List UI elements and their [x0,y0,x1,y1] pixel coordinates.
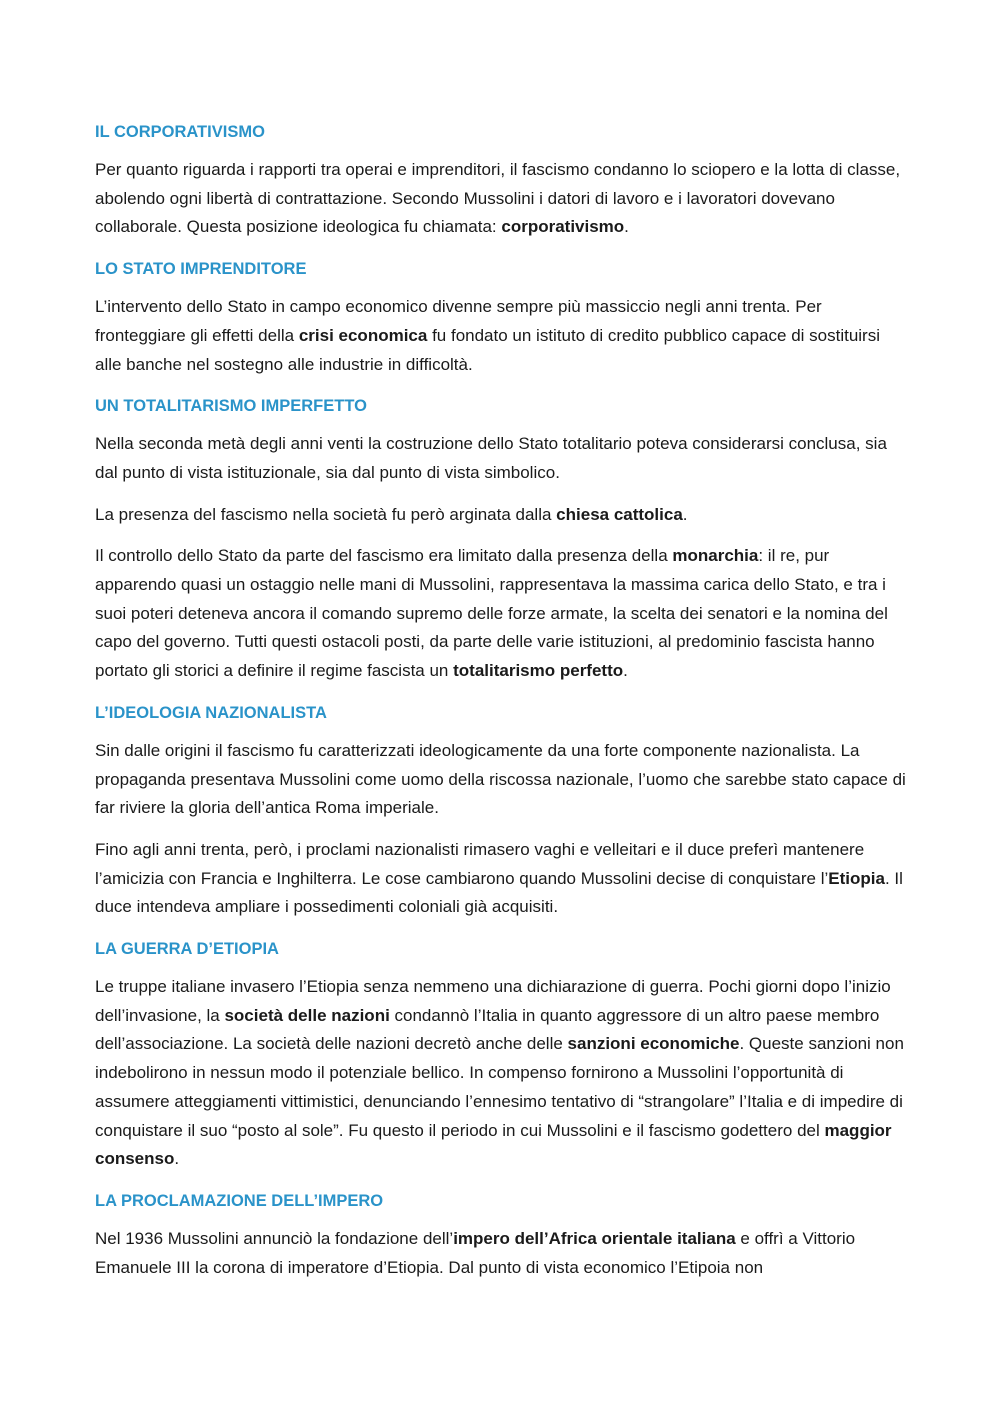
bold-term: Etiopia [828,868,885,888]
text-run: e offrì a Vittorio Emanuele III la corona di imperatore d’Etiopia. Dal punto di vista economico l’Etipoia non [95,1228,856,1277]
text-run: Per quanto riguarda i rapporti tra operai e imprenditori, il fascismo condanno lo sciopero e la lotta di classe, abolendo ogni libertà di contrattazione. Secondo Mussolini i datori di lavoro e i lavoratori dovevano collaborale. Questa posizione ideologica fu chiamata: [95,160,901,237]
paragraph [95,737,907,823]
text-run: fu fondato un istituto di credito pubblico capace di sostituirsi alle banche nel sostegno alle industrie in difficoltà. [95,325,880,374]
text-run: . Queste sanzioni non indebolirono in nessun modo il potenziale bellico. In compenso fornirono a Mussolini l’opportunità di assumere atteggiamenti vittimistici, denunciando l’ennesimo tentativo di “strangolare” l’Italia e di impedire di conquistare il suo “posto al sole”. Fu questo il periodo in cui Mussolini e il fascismo godettero del [95,1034,904,1140]
bold-term: monarchia [672,546,759,566]
paragraph [95,1225,907,1282]
paragraph [95,973,907,1174]
paragraph [95,156,907,242]
paragraph [95,542,907,686]
text-run: Nella seconda metà degli anni venti la costruzione dello Stato totalitario poteva considerarsi conclusa, sia dal punto di vista istituzionale, sia dal punto di vista simbolico. [95,434,887,482]
text-run: La presenza del fascismo nella società fu però arginata dalla [95,504,557,524]
section-heading: L’IDEOLOGIA NAZIONALISTA [95,703,327,722]
text-run: Le truppe italiane invasero l’Etiopia senza nemmeno una dichiarazione di guerra. Pochi giorni dopo l’inizio dell’invasione, la [95,977,891,1025]
bold-term: sanzioni economiche [567,1034,740,1054]
text-run: L’intervento dello Stato in campo economico divenne sempre più massiccio negli anni trenta. Per fronteggiare gli effetti della [95,297,822,345]
bold-term: chiesa cattolica [556,504,683,524]
text-run: . [174,1149,180,1169]
text-run: Nel 1936 Mussolini annunciò la fondazione dell’ [95,1228,454,1248]
text-run: . Il duce intendeva ampliare i possedimenti coloniali già acquisiti. [95,868,903,917]
bold-term: crisi economica [298,325,428,345]
text-run: . [623,661,628,681]
text-run: Il controllo dello Stato da parte del fascismo era limitato dalla presenza della [95,546,673,566]
section-heading: LA GUERRA D’ETIOPIA [95,940,279,959]
bold-term: impero dell’Africa orientale italiana [453,1228,736,1248]
paragraph [95,430,907,487]
section-heading: LA PROCLAMAZIONE DELL’IMPERO [95,1191,384,1210]
section-heading: IL CORPORATIVISMO [95,123,265,141]
text-run: Fino agli anni trenta, però, i proclami nazionalisti rimasero vaghi e velleitari e il duce preferì mantenere l’amicizia con Francia e Inghilterra. Le cose cambiarono quando Mussolini decise di conquistare l’ [95,839,865,888]
text-run: condannò l’Italia in quanto aggressore di un altro paese membro dell’associazione. La società delle nazioni decretò anche delle [95,1005,880,1054]
text-run: . [624,217,629,237]
bold-term: corporativismo [501,217,625,237]
bold-term: totalitarismo perfetto [453,661,624,681]
section-heading: LO STATO IMPRENDITORE [95,260,307,279]
text-run: : il re, pur apparendo quasi un ostaggio nelle mani di Mussolini, rappresentava la massima carica dello Stato, e tra i suoi poteri deteneva ancora il comando supremo delle forze armate, la scelta dei senatori e la nomina del capo del governo. Tutti questi ostacoli posti, da parte delle varie istituzioni, al predominio fascista hanno portato gli storici a definire il regime fascista un [95,546,888,681]
bold-term: maggior consenso [95,1120,892,1169]
paragraph [95,836,907,922]
document-body [95,118,907,1295]
bold-term: società delle nazioni [224,1005,390,1025]
paragraph [95,293,907,379]
text-run: . [682,504,688,524]
section-heading: UN TOTALITARISMO IMPERFETTO [95,397,367,416]
text-run: Sin dalle origini il fascismo fu caratterizzati ideologicamente da una forte componente nazionalista. La propaganda presentava Mussolini come uomo della riscossa nazionale, l’uomo che sarebbe stato capace di far riviere la gloria dell’antica Roma imperiale. [95,740,906,818]
paragraph [95,501,907,530]
